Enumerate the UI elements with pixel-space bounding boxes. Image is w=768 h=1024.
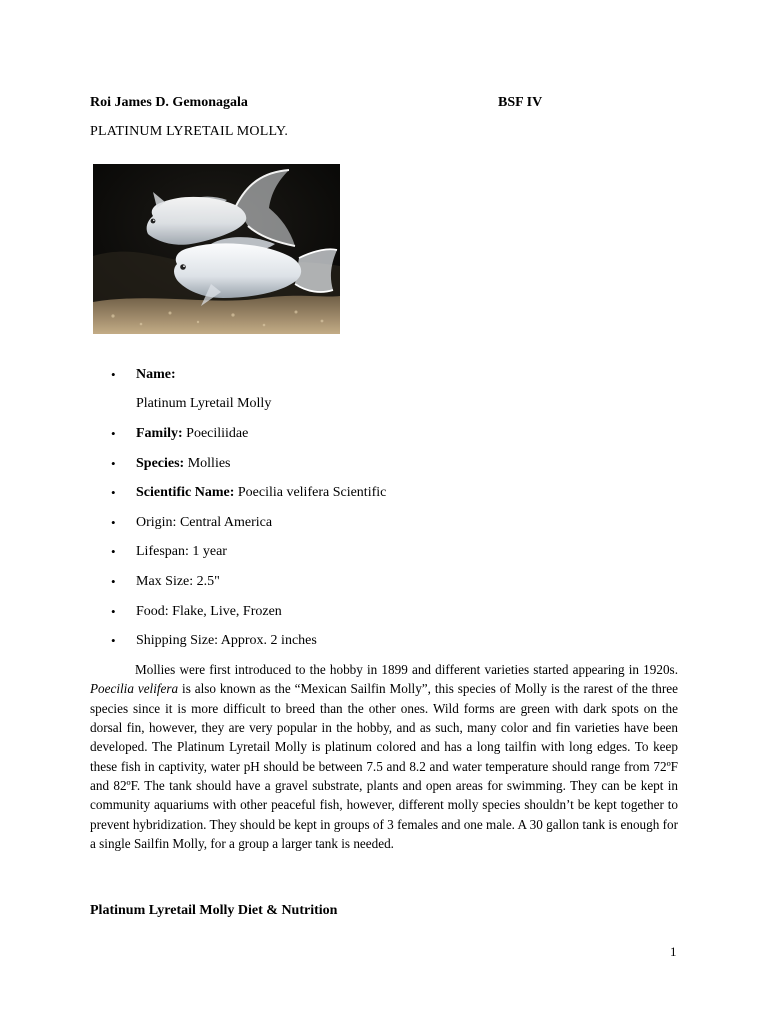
fact-item bbox=[111, 454, 671, 484]
fact-item bbox=[111, 513, 671, 543]
bullet-icon: • bbox=[111, 426, 116, 441]
bullet-icon: • bbox=[111, 485, 116, 501]
bullet-icon: • bbox=[111, 367, 116, 382]
bullet-icon: • bbox=[111, 514, 116, 530]
fish-photo bbox=[93, 164, 340, 334]
fact-item bbox=[111, 424, 671, 454]
bullet-icon: • bbox=[111, 573, 116, 589]
course-label: BSF IV bbox=[498, 95, 543, 110]
fact-item bbox=[111, 572, 671, 602]
fact-list bbox=[111, 424, 671, 661]
document-title: PLATINUM LYRETAIL MOLLY. bbox=[90, 124, 289, 139]
name-label: Name: bbox=[136, 367, 176, 382]
paragraph-text: Mollies were first introduced to the hobby in 1899 and different varieties started appearing in 1920s. bbox=[135, 662, 678, 677]
bullet-icon: • bbox=[111, 633, 116, 649]
fact-value: Origin: Central America bbox=[136, 514, 273, 530]
author-name: Roi James D. Gemonagala bbox=[90, 95, 248, 110]
bullet-icon: • bbox=[111, 603, 116, 619]
list-item bbox=[111, 365, 671, 395]
fact-value: Shipping Size: Approx. 2 inches bbox=[136, 633, 317, 649]
fact-item bbox=[111, 542, 671, 572]
fact-value: Poecilia velifera Scientific bbox=[237, 485, 387, 501]
fact-item bbox=[111, 631, 671, 661]
section-heading: Platinum Lyretail Molly Diet & Nutrition bbox=[90, 903, 338, 918]
fact-value: Max Size: 2.5" bbox=[136, 573, 220, 589]
fact-label: Family: bbox=[136, 426, 183, 441]
fact-value: Poeciliidae bbox=[186, 426, 249, 441]
fact-item bbox=[111, 602, 671, 632]
fact-value: Food: Flake, Live, Frozen bbox=[136, 603, 282, 619]
fact-label: Species: bbox=[136, 455, 185, 471]
bullet-icon: • bbox=[111, 455, 116, 471]
fact-label: Scientific Name: bbox=[136, 485, 235, 501]
body-paragraph bbox=[90, 660, 678, 853]
fact-value: Mollies bbox=[187, 455, 231, 471]
fact-item bbox=[111, 483, 671, 513]
page-number: 1 bbox=[670, 944, 677, 959]
species-italic: Poecilia velifera bbox=[90, 681, 179, 697]
paragraph-text-cont: is also known as the “Mexican Sailfin Molly”, this species of Molly is the rarest of the three species since it is more difficult to breed than the other ones. Wild forms are green with dark spots on the dorsal fin, however, they are very popular in the hobby, and as such, many color and fin varieties have been developed. The Platinum Lyretail Molly is platinum colored and has a long tailfin with long edges. To keep these fish in captivity, water pH should be between 7.5 and 8.2 and water temperature should range from 72ºF and 82ºF. The tank should have a gravel substrate, plants and open areas for swimming. They can be kept in community aquariums with other peaceful fish, however, different molly species shouldn’t be kept together to prevent hybridization. They should be kept in groups of 3 females and one male. A 30 gallon tank is enough for a single Sailfin Molly, for a group a larger tank is needed. bbox=[90, 681, 678, 852]
name-value: Platinum Lyretail Molly bbox=[136, 396, 272, 411]
fact-value: Lifespan: 1 year bbox=[136, 544, 227, 560]
bullet-icon: • bbox=[111, 544, 116, 560]
